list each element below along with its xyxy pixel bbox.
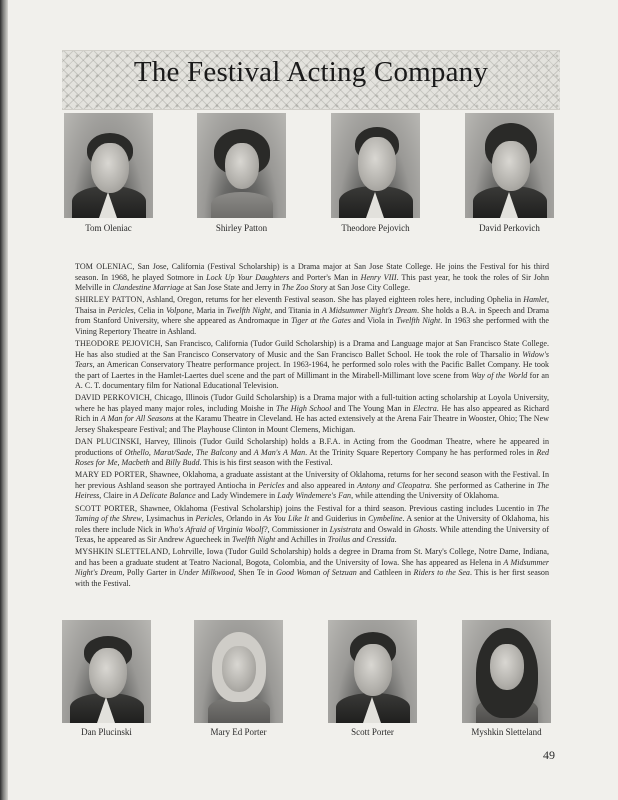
work-title: Pericles [107,305,134,315]
bio-text: , [191,447,197,457]
bio-text: . This is his first season with the Festival. [199,458,333,468]
bio-text: and Oswald in [361,524,414,534]
bio-text: . She performed as Catherine in [429,480,537,490]
work-title: A Delicate Balance [133,491,196,501]
bio-paragraph [75,262,549,294]
photo-caption: David Perkovich [479,223,540,233]
work-title: Way of the World [471,370,528,380]
bio-text: , Chicago, Illinois (Tudor Guild Scholarship) is a Drama major with a full-tuition acting scholarship at Loyola University, where he has played many major roles, including Moishe in [75,393,549,413]
bio-paragraph [75,295,549,337]
bio-text: , Maria in [192,305,227,315]
photo-caption: Mary Ed Porter [210,727,267,737]
bio-name: SCOTT PORTER [75,503,135,513]
bio-name: MARY ED PORTER [75,470,146,480]
bio-name: DAVID PERKOVICH [75,393,150,403]
work-title: Twelfth Night [226,305,271,315]
work-title: The High School [276,403,332,413]
work-title: Marat/Sade [153,447,192,457]
bio-text: , Ashland, Oregon, returns for her eleventh Festival season. She has played eighteen roles here, including Ophelia in [142,295,524,305]
bio-text: , Thaisa in [75,295,549,315]
bio-text: . At the Trinity Square Repertory Company he has performed roles in [305,447,537,457]
work-title: Henry VIII [360,272,397,282]
bio-text: , an American Conservatory Theatre performance project. In 1963-1964, he performed solo roles with the Pacific Ballet Company. He took the part of Laertes in the Hamlet-Laertes duel scene and the part of Millimant in the Mirabell-Millimant love scene from [75,360,549,380]
bio-text: , Harvey, Illinois (Tudor Guild Scholarship) holds a B.F.A. in Acting from the Goodman Theatre, where he appeared in productions of [75,437,549,457]
work-title: The Taming of the Shrew [75,503,549,524]
work-title: Twelfth Night [396,316,441,326]
work-title: Pericles [258,480,285,490]
work-title: Cymbeline [368,514,403,524]
work-title: Pericles [195,514,222,524]
photo-caption: Theodore Pejovich [341,223,410,233]
bio-text: , while attending the University of Oklahoma. [351,491,500,501]
photo-caption: Dan Plucinski [81,727,132,737]
work-title: Othello [124,447,149,457]
bio-text: at San Jose City College. [327,283,411,293]
work-title: Twelfth Night [231,535,276,545]
bio-text: , Orlando in [221,514,264,524]
work-title: Tiger at the Gates [291,316,351,326]
work-title: A Man's A Man [253,447,306,457]
work-title: Lock Up Your Daughters [206,272,290,282]
bio-text: , and Titania in [270,305,322,315]
bio-paragraph [75,339,549,392]
bio-text: and Guiderius in [309,514,369,524]
bio-text: . While attending the University of Texas, he appeared as Sir Andrew Aguecheek in [75,524,550,545]
bio-text: , Lohrville, Iowa (Tudor Guild Scholarship) holds a degree in Drama from St. Mary's College, Notre Dame, Indiana, and has been a graduate student at Teatro Nacional, Bogota, Colombia, and the University of Iowa. She has appeared as Helena in [75,547,549,567]
bio-text: , Lysimachus in [141,514,196,524]
work-title: Good Woman of Setzuan [276,568,357,578]
bio-text: for an A. C. T. documentary film for National Educational Television. [75,370,550,391]
bio-paragraph [75,504,549,546]
work-title: Volpone [166,305,192,315]
bio-text: , [148,447,154,457]
bio-text: , San Jose, California (Festival Scholarship) is a Drama major at San Jose State College. He joins the Festival for his third season. In 1968, he played Sotmore in [75,262,549,282]
bio-text: . [394,535,397,545]
page-title: The Festival Acting Company [133,56,489,88]
work-title: Troilus and Cressida [327,535,395,545]
work-title: Ghosts [413,524,436,534]
bio-paragraph [75,547,549,589]
biographies [75,262,549,591]
work-title: Riders to the Sea [413,568,470,578]
photo-caption: Myshkin Sletteland [471,727,542,737]
work-title: Widow's Tears [75,349,549,370]
work-title: Macbeth [121,458,150,468]
bio-text: and Achilles in [275,535,328,545]
bio-name: SHIRLEY PATTON [75,295,143,305]
work-title: Lady Windemere's Fan [277,491,352,501]
bio-text: , Claire in [99,491,134,501]
bio-paragraph [75,437,549,469]
bio-text: and [149,458,166,468]
bio-text: , Shawnee, Oklahoma, a graduate assistant at the University of Oklahoma, returns for her second season with the Festival. In her previous Ashland season she portrayed Antiocha in [75,470,550,490]
bio-text: at San Jose State and Jerry in [183,283,282,293]
portrait-photo [194,620,283,723]
bio-text: . She holds a B.A. in Speech and Drama from Stanford University, where she appeared as Andromaque in [75,305,549,326]
portrait-photo [328,620,417,723]
bio-text: . In 1963 she performed with the Vining Repertory Theatre in Ashland. [75,316,549,336]
work-title: Antony and Cleopatra [357,480,430,490]
portrait-photo [331,113,420,218]
work-title: Under Milkwood [178,568,234,578]
portrait-photo [64,113,153,218]
bio-name: MYSHKIN SLETTELAND [75,547,169,557]
portrait-photo [465,113,554,218]
bio-text: and The Young Man in [331,403,414,413]
photo-caption: Tom Oleniac [85,223,132,233]
bio-paragraph [75,393,549,435]
bio-text: . A senior at the University of Oklahoma, his roles there include Nick in [75,514,549,534]
bio-name: TOM OLENIAC [75,262,133,271]
bio-text: and Cathleen in [356,568,414,578]
bio-text: . This is her first season with the Festival. [75,568,549,589]
bio-paragraph [75,470,549,502]
portrait-photo [197,113,286,218]
bio-text: , San Francisco, California (Tudor Guild Scholarship) is a Drama and Language major at San Francisco State College. He has also studied at the San Francisco Conservatory of Music and the San Francisco Ballet School. He took the role of Tharsalio in [75,339,549,359]
bio-text: . He has also appeared as Richard Rich in [75,403,549,424]
bio-text: and Porter's Man in [289,272,361,282]
portrait-photo [62,620,151,723]
work-title: The Zoo Story [281,283,328,293]
work-title: A Midsummer Night's Dream [321,305,417,315]
work-title: Clandestine Marriage [112,283,184,293]
work-title: The Balcony [196,447,238,457]
bio-text: , [117,458,122,468]
bio-text: and also appeared in [284,480,358,490]
work-title: A Midsummer Night's Dream [75,557,549,578]
bio-name: THEODORE PEJOVICH [75,339,161,349]
work-title: Hamlet [523,295,547,305]
portrait-photo [462,620,551,723]
bio-text: . This past year, he took the roles of Sir John Melville in [75,272,549,293]
bio-text: at the Karamu Theatre in Cleveland. He has acted extensively at the Arena Fair Theatre in Wooster, Ohio; The New Jersey Shakespeare Festival; and The Playhouse Clinton in Mount Clemens, Michigan. [75,414,549,434]
bio-text: , Commissioner in [267,524,330,534]
bio-text: and Lady Windemere in [195,491,278,501]
work-title: The Heiress [75,480,550,501]
work-title: Who's Afraid of Virginia Woolf? [163,524,268,534]
bio-name: DAN PLUCINSKI [75,437,140,447]
bio-text: , Celia in [133,305,167,315]
photo-caption: Scott Porter [351,727,394,737]
photo-caption: Shirley Patton [215,223,268,233]
bio-text: , Polly Garter in [122,568,179,578]
work-title: Electra [413,403,437,413]
work-title: Red Roses for Me [75,447,549,468]
bio-text: , Shawnee, Oklahoma (Festival Scholarship) joins the Festival for a third season. Previous casting includes Lucentio in [134,503,537,513]
work-title: Lysistrata [329,524,362,534]
bio-text: and Viola in [350,316,397,326]
bio-text: , Shen Te in [233,568,277,578]
work-title: As You Like It [263,514,310,524]
work-title: Billy Budd [165,458,200,468]
bio-text: and [237,447,254,457]
page-number: 49 [543,748,555,762]
work-title: A Man for All Seasons [100,414,174,424]
